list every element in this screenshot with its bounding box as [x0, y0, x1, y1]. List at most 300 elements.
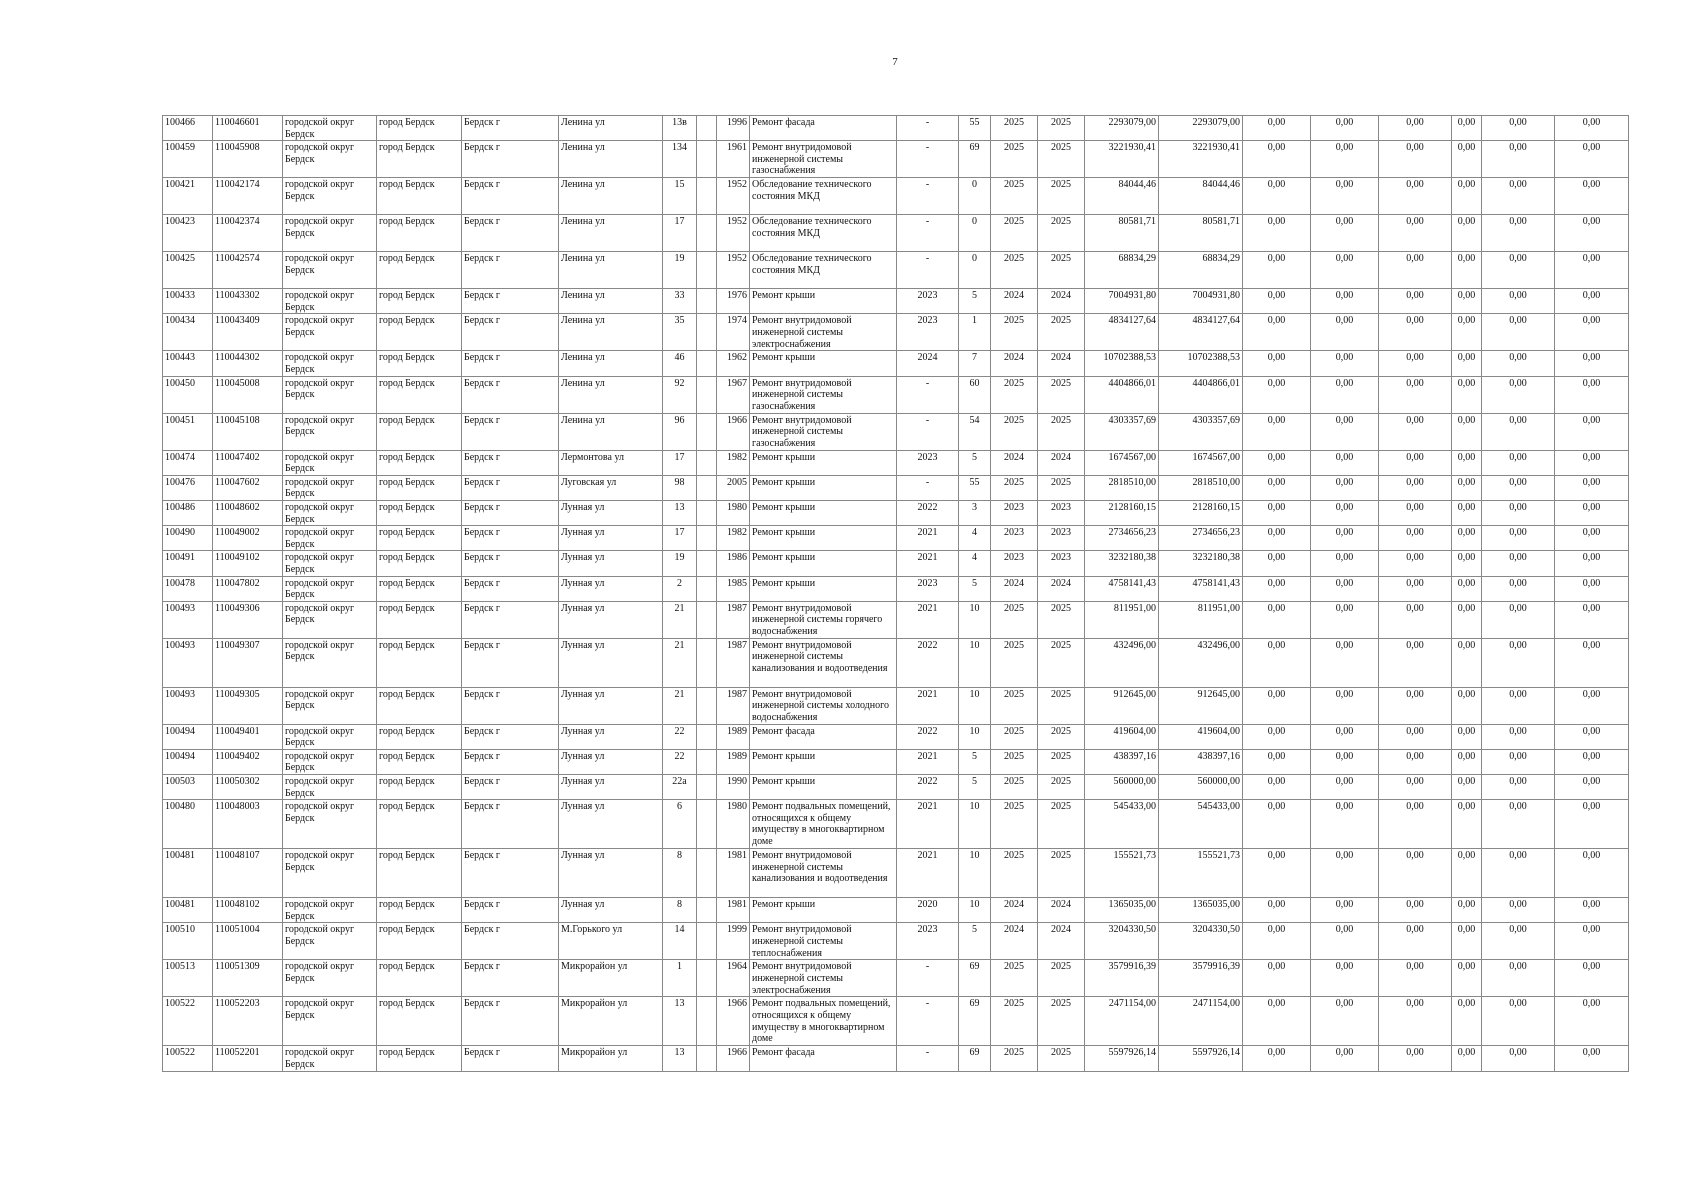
plan-start-year-cell: 2025	[991, 252, 1038, 289]
district-cell: городской округ Бердск	[283, 775, 377, 800]
last-repair-year-cell: -	[897, 141, 959, 178]
work-type-cell: Ремонт внутридомовой инженерной системы канализования и водоотведения	[750, 849, 897, 898]
record-id-cell: 100503	[163, 775, 213, 800]
cost-total-cell: 811951,00	[1159, 601, 1243, 638]
funding-6-cell: 0,00	[1555, 116, 1629, 141]
street-cell: Ленина ул	[559, 314, 663, 351]
funding-5-cell: 0,00	[1482, 526, 1555, 551]
funding-6-cell: 0,00	[1555, 687, 1629, 724]
funding-3-cell: 0,00	[1379, 141, 1452, 178]
record-id-cell: 100522	[163, 1046, 213, 1071]
street-cell: Ленина ул	[559, 116, 663, 141]
work-type-cell: Ремонт крыши	[750, 551, 897, 576]
cost-cell: 438397,16	[1085, 749, 1159, 774]
district-cell: городской округ Бердск	[283, 116, 377, 141]
funding-5-cell: 0,00	[1482, 576, 1555, 601]
table-row	[163, 923, 1629, 960]
wear-percent-cell: 0	[959, 215, 991, 252]
house-number-cell: 2	[663, 576, 697, 601]
funding-1-cell: 0,00	[1243, 116, 1311, 141]
funding-3-cell: 0,00	[1379, 898, 1452, 923]
building-letter-cell	[697, 314, 717, 351]
plan-start-year-cell: 2025	[991, 997, 1038, 1046]
plan-end-year-cell: 2025	[1038, 1046, 1085, 1071]
locality-cell: Бердск г	[462, 997, 559, 1046]
plan-end-year-cell: 2025	[1038, 749, 1085, 774]
building-letter-cell	[697, 997, 717, 1046]
funding-1-cell: 0,00	[1243, 960, 1311, 997]
cost-cell: 2128160,15	[1085, 500, 1159, 525]
house-number-cell: 13	[663, 997, 697, 1046]
plan-end-year-cell: 2025	[1038, 413, 1085, 450]
locality-cell: Бердск г	[462, 749, 559, 774]
table-row	[163, 898, 1629, 923]
plan-start-year-cell: 2025	[991, 638, 1038, 687]
table-row	[163, 289, 1629, 314]
plan-start-year-cell: 2023	[991, 551, 1038, 576]
house-number-cell: 6	[663, 800, 697, 849]
district-cell: городской округ Бердск	[283, 450, 377, 475]
cost-total-cell: 68834,29	[1159, 252, 1243, 289]
house-number-cell: 13	[663, 500, 697, 525]
house-number-cell: 17	[663, 450, 697, 475]
locality-cell: Бердск г	[462, 849, 559, 898]
locality-cell: Бердск г	[462, 351, 559, 376]
funding-4-cell: 0,00	[1452, 376, 1482, 413]
record-id-cell: 100522	[163, 997, 213, 1046]
cost-total-cell: 1365035,00	[1159, 898, 1243, 923]
work-type-cell: Ремонт внутридомовой инженерной системы теплоснабжения	[750, 923, 897, 960]
work-code-cell: 110048602	[213, 500, 283, 525]
wear-percent-cell: 60	[959, 376, 991, 413]
work-type-cell: Ремонт крыши	[750, 898, 897, 923]
cost-cell: 1674567,00	[1085, 450, 1159, 475]
district-cell: городской округ Бердск	[283, 997, 377, 1046]
work-code-cell: 110042374	[213, 215, 283, 252]
plan-end-year-cell: 2024	[1038, 289, 1085, 314]
street-cell: Микрорайон ул	[559, 997, 663, 1046]
plan-start-year-cell: 2025	[991, 475, 1038, 500]
work-type-cell: Ремонт фасада	[750, 1046, 897, 1071]
district-cell: городской округ Бердск	[283, 141, 377, 178]
table-row	[163, 687, 1629, 724]
record-id-cell: 100474	[163, 450, 213, 475]
wear-percent-cell: 0	[959, 252, 991, 289]
funding-6-cell: 0,00	[1555, 601, 1629, 638]
table-row	[163, 997, 1629, 1046]
funding-2-cell: 0,00	[1311, 141, 1379, 178]
district-cell: городской округ Бердск	[283, 576, 377, 601]
wear-percent-cell: 5	[959, 289, 991, 314]
funding-1-cell: 0,00	[1243, 450, 1311, 475]
wear-percent-cell: 5	[959, 775, 991, 800]
cost-total-cell: 432496,00	[1159, 638, 1243, 687]
last-repair-year-cell: 2020	[897, 898, 959, 923]
funding-5-cell: 0,00	[1482, 601, 1555, 638]
locality-cell: Бердск г	[462, 450, 559, 475]
wear-percent-cell: 55	[959, 116, 991, 141]
table-row	[163, 551, 1629, 576]
funding-2-cell: 0,00	[1311, 178, 1379, 215]
settlement-cell: город Бердск	[377, 576, 462, 601]
funding-4-cell: 0,00	[1452, 450, 1482, 475]
plan-start-year-cell: 2025	[991, 800, 1038, 849]
house-number-cell: 17	[663, 215, 697, 252]
cost-cell: 811951,00	[1085, 601, 1159, 638]
funding-4-cell: 0,00	[1452, 500, 1482, 525]
last-repair-year-cell: 2023	[897, 289, 959, 314]
house-number-cell: 22а	[663, 775, 697, 800]
plan-end-year-cell: 2025	[1038, 775, 1085, 800]
cost-cell: 432496,00	[1085, 638, 1159, 687]
funding-6-cell: 0,00	[1555, 576, 1629, 601]
house-number-cell: 15	[663, 178, 697, 215]
year-built-cell: 1952	[717, 252, 750, 289]
record-id-cell: 100491	[163, 551, 213, 576]
work-type-cell: Обследование технического состояния МКД	[750, 178, 897, 215]
funding-2-cell: 0,00	[1311, 960, 1379, 997]
funding-3-cell: 0,00	[1379, 314, 1452, 351]
building-letter-cell	[697, 576, 717, 601]
funding-5-cell: 0,00	[1482, 376, 1555, 413]
plan-end-year-cell: 2023	[1038, 500, 1085, 525]
work-type-cell: Ремонт фасада	[750, 724, 897, 749]
funding-4-cell: 0,00	[1452, 351, 1482, 376]
funding-1-cell: 0,00	[1243, 849, 1311, 898]
settlement-cell: город Бердск	[377, 526, 462, 551]
street-cell: Лунная ул	[559, 551, 663, 576]
district-cell: городской округ Бердск	[283, 215, 377, 252]
cost-cell: 4834127,64	[1085, 314, 1159, 351]
house-number-cell: 21	[663, 638, 697, 687]
locality-cell: Бердск г	[462, 923, 559, 960]
funding-2-cell: 0,00	[1311, 800, 1379, 849]
funding-1-cell: 0,00	[1243, 687, 1311, 724]
funding-5-cell: 0,00	[1482, 638, 1555, 687]
funding-3-cell: 0,00	[1379, 215, 1452, 252]
building-letter-cell	[697, 500, 717, 525]
funding-5-cell: 0,00	[1482, 475, 1555, 500]
settlement-cell: город Бердск	[377, 960, 462, 997]
funding-2-cell: 0,00	[1311, 638, 1379, 687]
settlement-cell: город Бердск	[377, 413, 462, 450]
plan-start-year-cell: 2025	[991, 413, 1038, 450]
work-type-cell: Ремонт внутридомовой инженерной системы газоснабжения	[750, 376, 897, 413]
locality-cell: Бердск г	[462, 1046, 559, 1071]
work-code-cell: 110052201	[213, 1046, 283, 1071]
funding-5-cell: 0,00	[1482, 178, 1555, 215]
record-id-cell: 100486	[163, 500, 213, 525]
cost-cell: 912645,00	[1085, 687, 1159, 724]
plan-end-year-cell: 2024	[1038, 576, 1085, 601]
funding-2-cell: 0,00	[1311, 252, 1379, 289]
funding-6-cell: 0,00	[1555, 898, 1629, 923]
funding-3-cell: 0,00	[1379, 849, 1452, 898]
settlement-cell: город Бердск	[377, 141, 462, 178]
funding-6-cell: 0,00	[1555, 450, 1629, 475]
wear-percent-cell: 5	[959, 576, 991, 601]
funding-2-cell: 0,00	[1311, 475, 1379, 500]
record-id-cell: 100493	[163, 601, 213, 638]
funding-5-cell: 0,00	[1482, 997, 1555, 1046]
work-type-cell: Ремонт фасада	[750, 116, 897, 141]
table-row	[163, 116, 1629, 141]
work-code-cell: 110051004	[213, 923, 283, 960]
repair-plan-table	[162, 115, 1629, 1072]
settlement-cell: город Бердск	[377, 252, 462, 289]
cost-cell: 7004931,80	[1085, 289, 1159, 314]
funding-3-cell: 0,00	[1379, 923, 1452, 960]
wear-percent-cell: 1	[959, 314, 991, 351]
house-number-cell: 13	[663, 1046, 697, 1071]
cost-cell: 4758141,43	[1085, 576, 1159, 601]
cost-total-cell: 545433,00	[1159, 800, 1243, 849]
funding-2-cell: 0,00	[1311, 116, 1379, 141]
funding-2-cell: 0,00	[1311, 923, 1379, 960]
year-built-cell: 2005	[717, 475, 750, 500]
locality-cell: Бердск г	[462, 289, 559, 314]
last-repair-year-cell: 2021	[897, 749, 959, 774]
settlement-cell: город Бердск	[377, 116, 462, 141]
last-repair-year-cell: -	[897, 1046, 959, 1071]
plan-end-year-cell: 2025	[1038, 475, 1085, 500]
funding-6-cell: 0,00	[1555, 923, 1629, 960]
work-type-cell: Ремонт крыши	[750, 749, 897, 774]
plan-start-year-cell: 2025	[991, 849, 1038, 898]
funding-4-cell: 0,00	[1452, 749, 1482, 774]
settlement-cell: город Бердск	[377, 215, 462, 252]
locality-cell: Бердск г	[462, 724, 559, 749]
district-cell: городской округ Бердск	[283, 289, 377, 314]
cost-cell: 2818510,00	[1085, 475, 1159, 500]
cost-total-cell: 10702388,53	[1159, 351, 1243, 376]
cost-total-cell: 560000,00	[1159, 775, 1243, 800]
work-code-cell: 110049102	[213, 551, 283, 576]
year-built-cell: 1981	[717, 849, 750, 898]
building-letter-cell	[697, 116, 717, 141]
street-cell: Ленина ул	[559, 252, 663, 289]
funding-4-cell: 0,00	[1452, 413, 1482, 450]
table-row	[163, 576, 1629, 601]
street-cell: Микрорайон ул	[559, 1046, 663, 1071]
record-id-cell: 100490	[163, 526, 213, 551]
record-id-cell: 100494	[163, 724, 213, 749]
building-letter-cell	[697, 526, 717, 551]
funding-4-cell: 0,00	[1452, 724, 1482, 749]
cost-total-cell: 419604,00	[1159, 724, 1243, 749]
work-code-cell: 110048102	[213, 898, 283, 923]
street-cell: Лунная ул	[559, 500, 663, 525]
plan-end-year-cell: 2025	[1038, 314, 1085, 351]
cost-total-cell: 3579916,39	[1159, 960, 1243, 997]
last-repair-year-cell: 2024	[897, 351, 959, 376]
work-type-cell: Ремонт крыши	[750, 351, 897, 376]
street-cell: Лунная ул	[559, 638, 663, 687]
funding-1-cell: 0,00	[1243, 551, 1311, 576]
record-id-cell: 100443	[163, 351, 213, 376]
wear-percent-cell: 10	[959, 898, 991, 923]
wear-percent-cell: 5	[959, 749, 991, 774]
table-body	[163, 116, 1629, 1072]
district-cell: городской округ Бердск	[283, 526, 377, 551]
building-letter-cell	[697, 687, 717, 724]
settlement-cell: город Бердск	[377, 800, 462, 849]
house-number-cell: 92	[663, 376, 697, 413]
street-cell: Ленина ул	[559, 351, 663, 376]
district-cell: городской округ Бердск	[283, 960, 377, 997]
work-type-cell: Ремонт внутридомовой инженерной системы газоснабжения	[750, 141, 897, 178]
settlement-cell: город Бердск	[377, 289, 462, 314]
year-built-cell: 1987	[717, 601, 750, 638]
year-built-cell: 1989	[717, 749, 750, 774]
street-cell: Ленина ул	[559, 178, 663, 215]
building-letter-cell	[697, 450, 717, 475]
funding-5-cell: 0,00	[1482, 724, 1555, 749]
funding-3-cell: 0,00	[1379, 638, 1452, 687]
funding-5-cell: 0,00	[1482, 960, 1555, 997]
cost-total-cell: 155521,73	[1159, 849, 1243, 898]
last-repair-year-cell: 2021	[897, 800, 959, 849]
funding-6-cell: 0,00	[1555, 289, 1629, 314]
work-code-cell: 110044302	[213, 351, 283, 376]
last-repair-year-cell: 2023	[897, 576, 959, 601]
wear-percent-cell: 4	[959, 551, 991, 576]
cost-cell: 1365035,00	[1085, 898, 1159, 923]
settlement-cell: город Бердск	[377, 551, 462, 576]
funding-6-cell: 0,00	[1555, 749, 1629, 774]
plan-end-year-cell: 2025	[1038, 960, 1085, 997]
settlement-cell: город Бердск	[377, 749, 462, 774]
last-repair-year-cell: -	[897, 215, 959, 252]
funding-1-cell: 0,00	[1243, 526, 1311, 551]
plan-start-year-cell: 2025	[991, 116, 1038, 141]
wear-percent-cell: 10	[959, 724, 991, 749]
plan-end-year-cell: 2025	[1038, 601, 1085, 638]
funding-2-cell: 0,00	[1311, 289, 1379, 314]
cost-total-cell: 3204330,50	[1159, 923, 1243, 960]
plan-end-year-cell: 2025	[1038, 178, 1085, 215]
locality-cell: Бердск г	[462, 551, 559, 576]
settlement-cell: город Бердск	[377, 500, 462, 525]
page-number: 7	[892, 56, 898, 68]
locality-cell: Бердск г	[462, 376, 559, 413]
funding-6-cell: 0,00	[1555, 638, 1629, 687]
wear-percent-cell: 10	[959, 800, 991, 849]
funding-3-cell: 0,00	[1379, 601, 1452, 638]
funding-3-cell: 0,00	[1379, 775, 1452, 800]
funding-2-cell: 0,00	[1311, 500, 1379, 525]
funding-6-cell: 0,00	[1555, 500, 1629, 525]
work-type-cell: Ремонт внутридомовой инженерной системы канализования и водоотведения	[750, 638, 897, 687]
funding-4-cell: 0,00	[1452, 923, 1482, 960]
district-cell: городской округ Бердск	[283, 601, 377, 638]
cost-total-cell: 4303357,69	[1159, 413, 1243, 450]
last-repair-year-cell: 2022	[897, 724, 959, 749]
funding-4-cell: 0,00	[1452, 576, 1482, 601]
cost-cell: 3204330,50	[1085, 923, 1159, 960]
funding-2-cell: 0,00	[1311, 215, 1379, 252]
plan-start-year-cell: 2024	[991, 576, 1038, 601]
work-code-cell: 110049306	[213, 601, 283, 638]
house-number-cell: 8	[663, 898, 697, 923]
district-cell: городской округ Бердск	[283, 413, 377, 450]
funding-3-cell: 0,00	[1379, 687, 1452, 724]
house-number-cell: 1	[663, 960, 697, 997]
funding-1-cell: 0,00	[1243, 576, 1311, 601]
funding-2-cell: 0,00	[1311, 576, 1379, 601]
funding-5-cell: 0,00	[1482, 215, 1555, 252]
locality-cell: Бердск г	[462, 601, 559, 638]
funding-3-cell: 0,00	[1379, 376, 1452, 413]
plan-end-year-cell: 2024	[1038, 923, 1085, 960]
building-letter-cell	[697, 849, 717, 898]
table-row	[163, 376, 1629, 413]
plan-end-year-cell: 2025	[1038, 997, 1085, 1046]
funding-5-cell: 0,00	[1482, 923, 1555, 960]
work-type-cell: Обследование технического состояния МКД	[750, 252, 897, 289]
funding-1-cell: 0,00	[1243, 1046, 1311, 1071]
work-type-cell: Ремонт крыши	[750, 576, 897, 601]
funding-2-cell: 0,00	[1311, 849, 1379, 898]
funding-3-cell: 0,00	[1379, 413, 1452, 450]
locality-cell: Бердск г	[462, 215, 559, 252]
settlement-cell: город Бердск	[377, 475, 462, 500]
plan-end-year-cell: 2025	[1038, 215, 1085, 252]
plan-start-year-cell: 2024	[991, 289, 1038, 314]
last-repair-year-cell: 2021	[897, 551, 959, 576]
funding-1-cell: 0,00	[1243, 800, 1311, 849]
funding-3-cell: 0,00	[1379, 116, 1452, 141]
record-id-cell: 100459	[163, 141, 213, 178]
plan-start-year-cell: 2025	[991, 178, 1038, 215]
record-id-cell: 100450	[163, 376, 213, 413]
funding-2-cell: 0,00	[1311, 724, 1379, 749]
street-cell: Лунная ул	[559, 526, 663, 551]
plan-end-year-cell: 2025	[1038, 141, 1085, 178]
building-letter-cell	[697, 475, 717, 500]
funding-3-cell: 0,00	[1379, 724, 1452, 749]
wear-percent-cell: 10	[959, 849, 991, 898]
work-type-cell: Обследование технического состояния МКД	[750, 215, 897, 252]
year-built-cell: 1966	[717, 1046, 750, 1071]
funding-1-cell: 0,00	[1243, 289, 1311, 314]
cost-cell: 4404866,01	[1085, 376, 1159, 413]
year-built-cell: 1967	[717, 376, 750, 413]
work-type-cell: Ремонт внутридомовой инженерной системы электроснабжения	[750, 960, 897, 997]
street-cell: Ленина ул	[559, 289, 663, 314]
year-built-cell: 1980	[717, 500, 750, 525]
plan-start-year-cell: 2025	[991, 601, 1038, 638]
funding-6-cell: 0,00	[1555, 351, 1629, 376]
district-cell: городской округ Бердск	[283, 749, 377, 774]
work-code-cell: 110050302	[213, 775, 283, 800]
house-number-cell: 22	[663, 749, 697, 774]
funding-2-cell: 0,00	[1311, 601, 1379, 638]
street-cell: М.Горького ул	[559, 923, 663, 960]
settlement-cell: город Бердск	[377, 178, 462, 215]
year-built-cell: 1989	[717, 724, 750, 749]
funding-2-cell: 0,00	[1311, 314, 1379, 351]
last-repair-year-cell: -	[897, 178, 959, 215]
work-type-cell: Ремонт крыши	[750, 289, 897, 314]
funding-2-cell: 0,00	[1311, 898, 1379, 923]
funding-6-cell: 0,00	[1555, 526, 1629, 551]
cost-total-cell: 4758141,43	[1159, 576, 1243, 601]
funding-5-cell: 0,00	[1482, 849, 1555, 898]
settlement-cell: город Бердск	[377, 687, 462, 724]
funding-5-cell: 0,00	[1482, 749, 1555, 774]
house-number-cell: 21	[663, 687, 697, 724]
